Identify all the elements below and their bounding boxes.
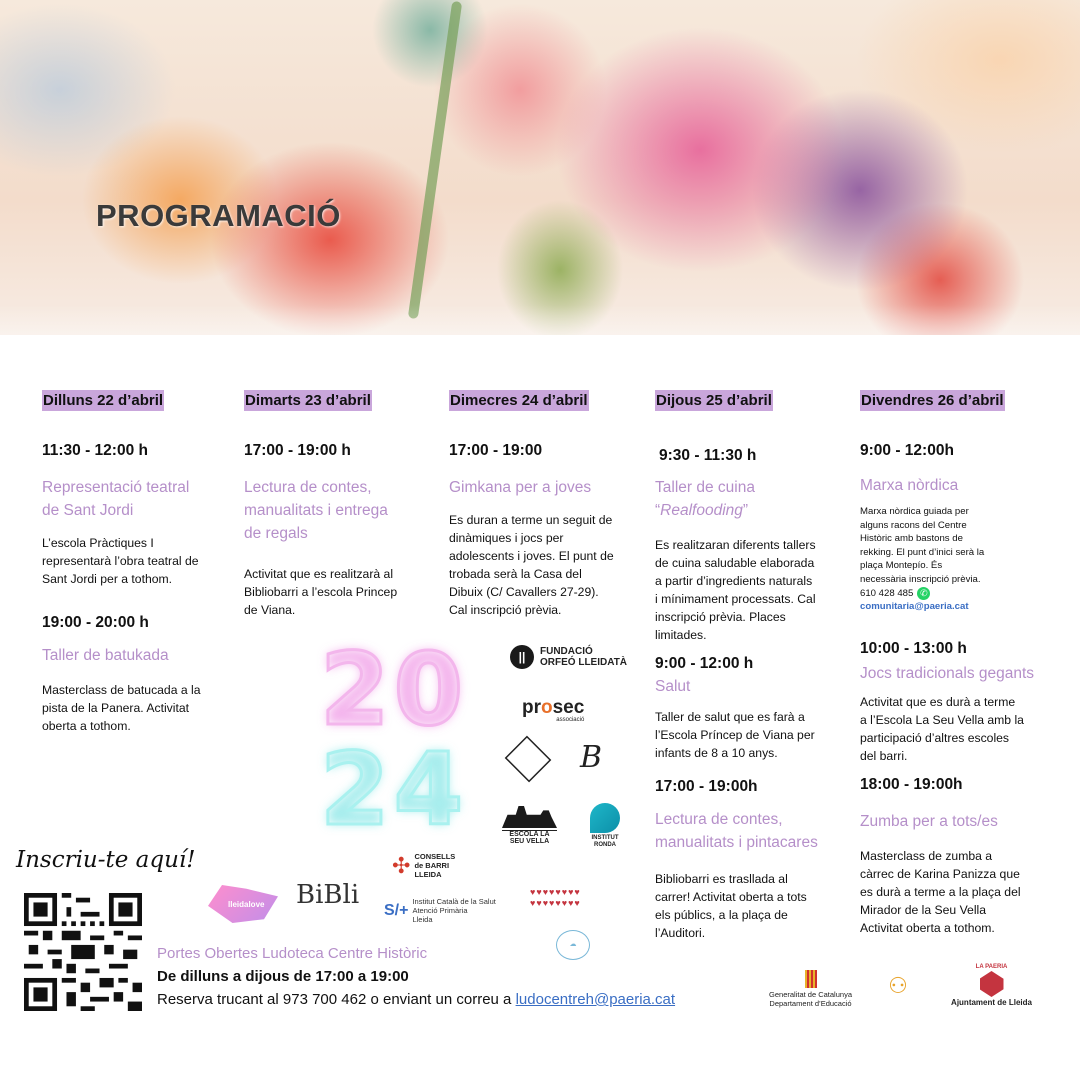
ronda-line: RONDA (594, 842, 616, 848)
desc-line: a l’Escola La Seu Vella amb la (860, 713, 1024, 727)
generalitat-logo (768, 970, 853, 1008)
desc-line: es durà a terme a la plaça del (860, 885, 1021, 899)
page-title: PROGRAMACIÓ (96, 198, 341, 233)
prosec-text: sec (552, 697, 585, 718)
event-title-line: manualitats i pintacares (655, 834, 818, 851)
consells-line: LLEIDA (414, 870, 442, 879)
desc-line: oberta a tothom. (42, 719, 131, 733)
desc-line: Masterclass de zumba a (860, 849, 993, 863)
event (655, 778, 840, 942)
desc-line: carrer! Activitat oberta a tots (655, 890, 807, 904)
desc-line: de cuina saludable elaborada (655, 556, 815, 570)
event-description (860, 847, 1050, 937)
event-title-line: Representació teatral (42, 479, 190, 496)
day-column-friday (860, 390, 1050, 935)
event-time: 17:00 - 19:00 h (244, 442, 351, 459)
ics-mark-icon: S/+ (384, 901, 409, 919)
paeria-label: Ajuntament de Lleida (951, 998, 1032, 1007)
desc-line: Sant Jordi per a tothom. (42, 572, 173, 586)
event-time: 9:00 - 12:00h (860, 442, 954, 459)
flower-stem-decoration (408, 1, 462, 319)
event-time: 9:00 - 12:00 h (655, 655, 754, 672)
desc-line: Bibliobarri es trasllada al (655, 872, 788, 886)
event (42, 614, 227, 735)
day-column-wednesday (449, 390, 634, 617)
paeria-shield-icon (980, 971, 1004, 997)
desc-line: de Viana. (244, 603, 296, 617)
hero-fade (0, 305, 1080, 335)
day-heading: Dijous 25 d’abril (656, 392, 772, 409)
desc-line: Bibliobarri a l’escola Princep (244, 585, 398, 599)
institut-catala-salut-logo (384, 897, 496, 924)
event-title-italic: Realfooding (660, 502, 743, 519)
event-title: Jocs tradicionals gegants (860, 665, 1035, 682)
reservation-info (157, 991, 675, 1008)
lleidalove-label: lleidalove (228, 900, 265, 909)
whatsapp-icon[interactable]: ✆ (917, 587, 930, 600)
event-title-line: Taller de cuina (655, 479, 755, 496)
desc-line: del barri. (860, 749, 908, 763)
consells-mark-icon: ✣ (392, 852, 411, 878)
event-description (244, 565, 429, 619)
event-time: 11:30 - 12:00 h (42, 442, 148, 459)
ics-line: Lleida (412, 915, 433, 924)
institut-ronda-logo (588, 803, 622, 849)
desc-line: Activitat que es durà a terme (860, 695, 1016, 709)
desc-line: Dibuix (C/ Cavallers 27-29). (449, 585, 599, 599)
desc-line: l’Auditori. (655, 926, 706, 940)
fundacio-orfeo-logo (510, 645, 627, 669)
desc-line: càrrec de Karina Panizza que (860, 867, 1020, 881)
day-column-monday (42, 390, 227, 733)
prosec-o: o (541, 697, 553, 718)
event-title: Taller de batukada (42, 647, 169, 664)
event-title-line: Lectura de contes, (655, 811, 783, 828)
event-time: 19:00 - 20:00 h (42, 614, 149, 631)
event-description (42, 534, 227, 588)
people-icon: ⚇ (888, 973, 908, 998)
consells-line: de BARRI (414, 861, 450, 870)
desc-line: inscripció prèvia. Places (655, 610, 786, 624)
event-title: Gimkana per a joves (449, 479, 592, 496)
consells-line: CONSELLS (414, 852, 456, 861)
orfeo-mark-icon: || (510, 645, 534, 669)
prosec-logo (522, 697, 584, 723)
reservation-email-link[interactable]: ludocentreh@paeria.cat (515, 991, 676, 1008)
event (860, 640, 1050, 765)
ics-line: Institut Català de la Salut (412, 897, 496, 906)
day-heading: Dimecres 24 d’abril (450, 392, 588, 409)
desc-line: l’Escola Príncep de Viana per (655, 728, 815, 742)
contact-email[interactable]: comunitaria@paeria.cat (860, 601, 969, 613)
day-heading: Divendres 26 d’abril (861, 392, 1004, 409)
desc-line: representarà l’obra teatral de (42, 554, 199, 568)
event-description (860, 693, 1050, 765)
desc-line: Mirador de la Seu Vella (860, 903, 987, 917)
desc-line: Cal inscripció prèvia. (449, 603, 562, 617)
gen-line: Generalitat de Catalunya (769, 990, 852, 999)
ronda-line: INSTITUT (591, 835, 619, 841)
ronda-label (588, 835, 622, 849)
desc-line: participació d’altres escoles (860, 731, 1010, 745)
desc-line: Masterclass de batucada a la (42, 683, 201, 697)
event-title (655, 808, 840, 854)
desc-line: trobada serà la Casa del (449, 567, 582, 581)
desc-line: Històric amb bastons de (860, 533, 963, 545)
gen-line: Departament d’Educació (769, 999, 852, 1008)
orfeo-line: FUNDACIÓ (540, 646, 593, 657)
event (655, 476, 840, 644)
event-title: Zumba per a tots/es (860, 813, 998, 830)
hero-banner (0, 0, 1080, 335)
day-column-tuesday (244, 390, 429, 617)
event-time: 10:00 - 13:00 h (860, 640, 967, 657)
coat-of-arms-icon (505, 736, 552, 783)
event (860, 442, 1050, 614)
event-title-line: de Sant Jordi (42, 502, 134, 519)
event-description (655, 708, 840, 762)
year-neon-top: 20 (320, 631, 468, 748)
desc-line: Marxa nòrdica guiada per (860, 506, 969, 517)
desc-line: adolescents i joves. El punt de (449, 549, 614, 563)
event-title-line: manualitats i entrega (244, 502, 388, 519)
desc-line: L’escola Pràctiques I (42, 536, 154, 550)
orfeo-text (540, 646, 627, 668)
signup-heading: Inscriu-te aquí! (16, 847, 196, 873)
day-heading: Dimarts 23 d’abril (245, 392, 371, 409)
event-title (244, 476, 429, 545)
ronda-mark-icon (590, 803, 620, 833)
orfeo-line: ORFEÓ LLEIDATÀ (540, 657, 628, 668)
seuvella-label: ESCOLA LA SEU VELLA (502, 830, 557, 845)
event-title (42, 476, 227, 522)
event-time: 17:00 - 19:00h (655, 778, 758, 795)
desc-line: Es realitzaran diferents tallers (655, 538, 816, 552)
event-description (42, 681, 227, 735)
event (655, 655, 840, 762)
cathedral-icon (502, 806, 557, 828)
event-description (860, 505, 1050, 614)
desc-line: limitades. (655, 628, 707, 642)
pla-educatiu-logo (878, 975, 918, 997)
paeria-top: LA PAERIA (975, 964, 1008, 970)
ics-text (412, 897, 495, 924)
day-heading: Dilluns 22 d’abril (43, 392, 164, 409)
event-title: Marxa nòrdica (860, 477, 959, 494)
reservation-text: Reserva trucant al 973 700 462 o enviant un correu a (157, 991, 516, 1008)
year-neon-bottom: 24 (320, 731, 468, 848)
contact-phone (860, 587, 1050, 601)
event-time: 18:00 - 19:00h (860, 776, 963, 793)
desc-line: infants de 8 a 10 anys. (655, 746, 778, 760)
desc-line: rekking. El punt d’inici serà la (860, 546, 985, 558)
desc-line: Es duran a terme un seguit de (449, 513, 613, 527)
event (860, 776, 1050, 937)
event-description (655, 536, 840, 644)
bibliobarri-logo: BiBli (296, 880, 360, 910)
speech-bubble-logo-icon: ☁ (556, 930, 590, 960)
desc-line: Taller de salut que es farà a (655, 710, 805, 724)
event-description (449, 511, 634, 619)
desc-line: a partir d’ingredients naturals (655, 574, 813, 588)
senyera-icon (805, 970, 817, 988)
consells-de-barri-logo (392, 852, 455, 879)
desc-line: dinàmiques i jocs per (449, 531, 564, 545)
desc-line: Activitat que es realitzarà al (244, 567, 394, 581)
event (42, 442, 227, 588)
prosec-text: pr (522, 697, 541, 718)
phone-number: 610 428 485 (860, 587, 914, 599)
desc-line: Activitat oberta a tothom. (860, 921, 995, 935)
desc-line: necessària inscripció prèvia. (860, 573, 981, 585)
ics-line: Atenció Primària (412, 906, 468, 915)
prosec-sub: associació (556, 717, 585, 723)
ludoteca-hours: De dilluns a dijous de 17:00 a 19:00 (157, 968, 409, 985)
event-title: Salut (655, 678, 691, 695)
ludoteca-open-doors: Portes Obertes Ludoteca Centre Històric (157, 945, 428, 962)
qr-code[interactable] (24, 893, 142, 1011)
ajuntament-lleida-logo (944, 964, 1039, 1007)
signature-logo-icon: B (580, 740, 603, 775)
day-column-thursday (655, 390, 840, 940)
consells-text (414, 852, 455, 879)
event-title (655, 476, 840, 522)
escola-seu-vella-logo (502, 806, 557, 845)
event-title-line: “Realfooding” (655, 502, 749, 519)
desc-line: pista de la Panera. Activitat (42, 701, 190, 715)
event-title-line: Lectura de contes, (244, 479, 372, 496)
event-title-line: de regals (244, 525, 308, 542)
lleidalove-logo (208, 885, 278, 923)
event-description (655, 870, 840, 942)
event (659, 447, 844, 465)
desc-line: els públics, a la plaça de (655, 908, 788, 922)
event (244, 442, 429, 619)
gen-label (768, 990, 853, 1008)
hearts-logo-icon: ♥♥♥♥♥♥♥♥ ♥♥♥♥♥♥♥♥ (530, 887, 581, 908)
desc-line: i mínimament processats. Cal (655, 592, 816, 606)
desc-line: plaça Montepío. És (860, 560, 943, 572)
event-time: 9:30 - 11:30 h (659, 447, 757, 464)
event-time: 17:00 - 19:00 (449, 442, 543, 459)
event (449, 442, 634, 619)
desc-line: alguns racons del Centre (860, 519, 967, 531)
